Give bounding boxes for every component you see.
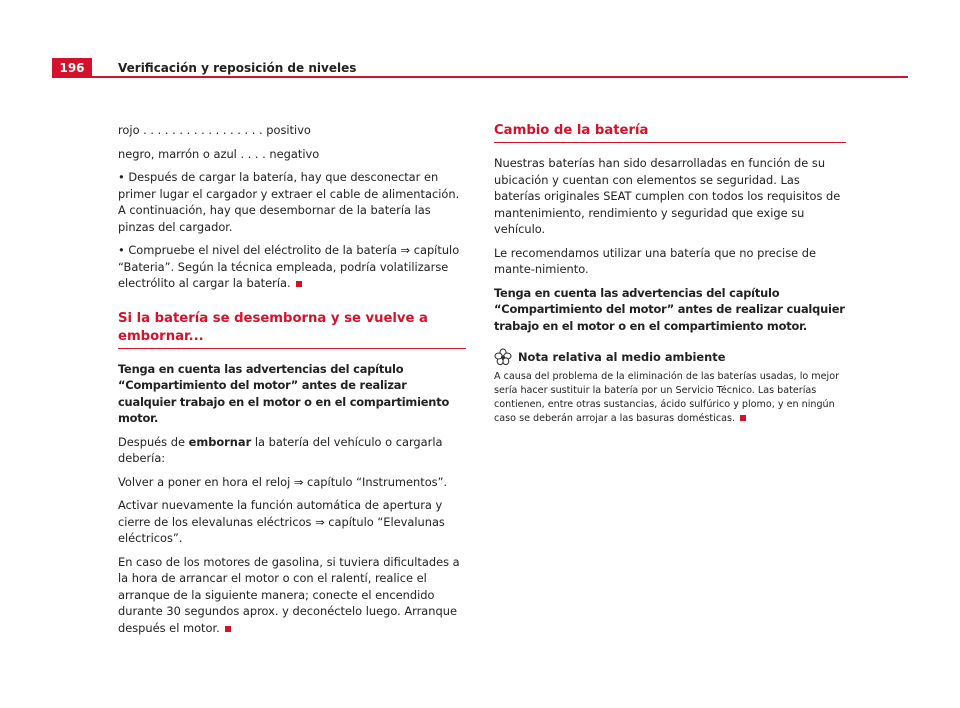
- left-column: [118, 122, 466, 643]
- warning-engine-compartment: Tenga en cuenta las advertencias del capítulo “Compartimiento del motor” antes de realizar cualquier trabajo en el motor o en el compartimiento motor.: [118, 361, 450, 425]
- section-heading-battery-change: Cambio de la batería: [494, 122, 846, 143]
- right-column: [494, 122, 846, 426]
- bullet-disconnect-charger: • Después de cargar la batería, hay que desconectar en primer lugar el cargador y extraer el cable de alimentación. A continuación, hay que desembornar de la batería las pinzas del cargador.: [118, 170, 460, 234]
- legend-black-negative: negro, marrón o azul . . . . negativo: [118, 146, 320, 161]
- end-of-section-marker: [225, 626, 231, 632]
- section-heading-reconnect: Si la batería se desemborna y se vuelve a embornar...: [118, 310, 466, 349]
- header-rule: [52, 76, 908, 78]
- warning-engine-compartment: Tenga en cuenta las advertencias del capítulo “Compartimiento del motor” antes de realizar cualquier trabajo en el motor o en el compartimiento motor.: [494, 285, 845, 333]
- environment-note-body: A causa del problema de la eliminación de las baterías usadas, lo mejor sería hacer sustituir la batería por un Servicio Técnico. Las baterías contienen, entre otras sustancias, ácido sulfúrico y plomo, y en ningún caso se deberán arrojar a las basuras domésticas.: [494, 371, 840, 424]
- maintenance-free-recommendation: Le recomendamos utilizar una batería que no precise de mante-nimiento.: [494, 245, 817, 276]
- environment-note-header: [494, 348, 846, 366]
- legend-red-positive: rojo . . . . . . . . . . . . . . . . . positivo: [118, 123, 311, 137]
- bullet-check-electrolyte: • Compruebe el nivel del eléctrolito de la batería ⇒ capítulo “Bateria”. Según la técnica empleada, podría volatilizarse electrólito al cargar la batería.: [118, 243, 460, 290]
- end-of-section-marker: [296, 281, 302, 287]
- after-connect-intro: Después de embornar la batería del vehículo o cargarla debería:: [118, 434, 443, 465]
- petrol-engine-instruction: En caso de los motores de gasolina, si tuviera dificultades a la hora de arrancar el motor o con el ralentí, realice el arranque de la siguiente manera; conecte el encendido durante 30 segundos aprox. y deconéctelo luego. Arranque después el motor.: [118, 554, 460, 635]
- clock-reset-instruction: Volver a poner en hora el reloj ⇒ capítulo “Instrumentos”.: [118, 474, 448, 489]
- page-number: 196: [52, 58, 92, 78]
- battery-design-paragraph: Nuestras baterías han sido desarrolladas en función de su ubicación y cuentan con elementos se seguridad. Las baterías originales SEAT cumplen con todos los requisitos de mantenimiento, rendimiento y seguridad que exige su vehículo.: [494, 156, 841, 236]
- running-title: Verificación y reposición de niveles: [118, 61, 357, 75]
- environment-note-title: Nota relativa al medio ambiente: [518, 350, 726, 364]
- environment-flower-icon: [494, 348, 512, 366]
- emphasis-embornar: embornar: [188, 434, 252, 449]
- end-of-section-marker: [740, 415, 746, 421]
- power-windows-instruction: Activar nuevamente la función automática de apertura y cierre de los elevalunas eléctricos ⇒ capítulo “Elevalunas eléctricos”.: [118, 498, 445, 545]
